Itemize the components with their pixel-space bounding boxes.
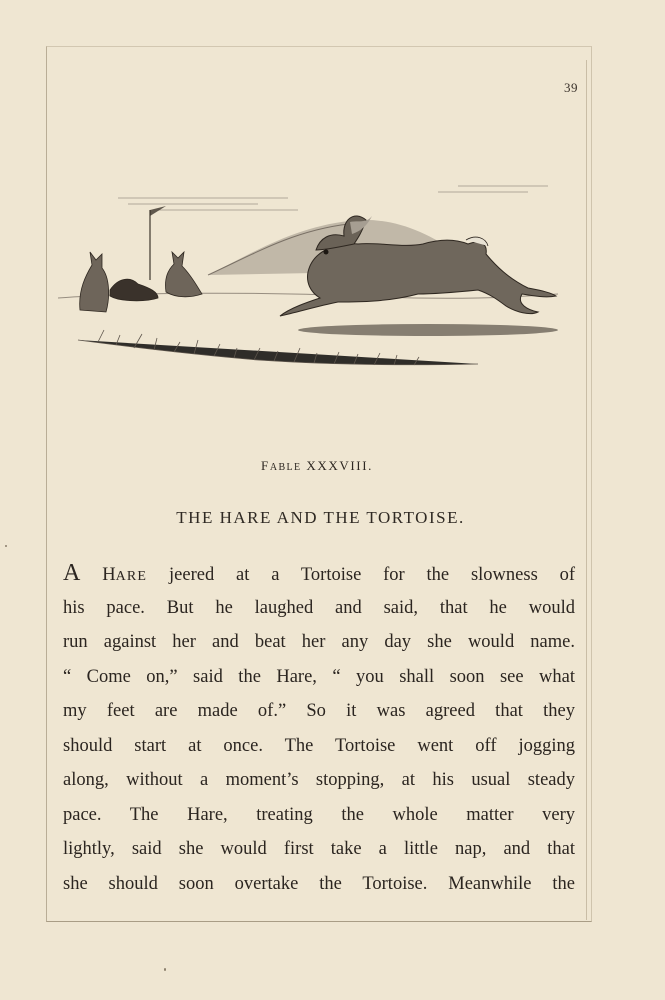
text-line: pace. The Hare, treating the whole matter very — [63, 804, 575, 825]
text-line: my feet are made of.” So it was agreed that they — [63, 701, 575, 721]
fable-number — [0, 458, 634, 474]
fable-label-initial: F — [260, 458, 270, 473]
fable-numeral: XXXVIII. — [306, 458, 373, 473]
fable-title: THE HARE AND THE TORTOISE. — [176, 508, 465, 527]
text-line: “ Come on,” said the Hare, “ you shall soon see what — [63, 666, 575, 687]
text-line: his pace. But he laughed and said, that he would — [63, 597, 575, 618]
paper-speck — [164, 968, 166, 971]
text-line: should start at once. The Tortoise went off jogging — [63, 735, 575, 756]
text-line — [63, 556, 575, 591]
first-word-initial: H — [102, 565, 116, 585]
fable-body — [63, 556, 575, 901]
text-line: lightly, said she would first take a little nap, and that — [63, 839, 575, 859]
text-line: along, without a moment’s stopping, at his usual steady — [63, 770, 575, 790]
text-line: run against her and beat her any day she would name. — [63, 632, 575, 652]
page-border-right — [586, 60, 587, 920]
hare-illustration — [58, 180, 578, 390]
text-line: she should soon overtake the Tortoise. Meanwhile the — [63, 873, 575, 894]
page-number: 39 — [564, 80, 578, 95]
paper-speck — [5, 545, 7, 547]
line-1-rest: jeered at a Tortoise for the slowness of — [169, 565, 576, 585]
dropcap: A — [63, 560, 81, 586]
fable-label-rest: ABLE — [269, 462, 302, 473]
first-word-rest: ARE — [115, 569, 148, 584]
